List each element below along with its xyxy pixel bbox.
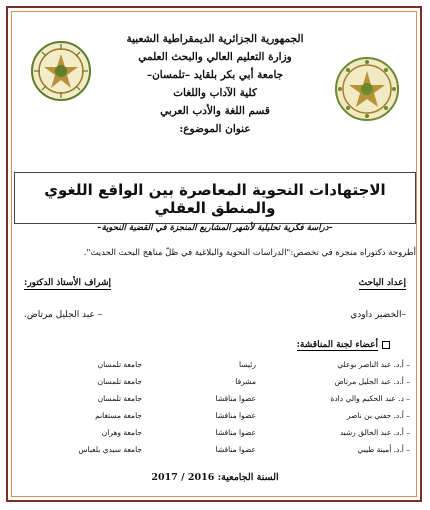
jury-row: [18, 390, 412, 407]
thesis-title: الاجتهادات النحوية المعاصرة بين الواقع اللغوي والمنطق العقلي: [44, 181, 386, 217]
ministry-name: وزارة التعليم العالي والبحث العلمي: [138, 51, 292, 63]
institution-header: [0, 30, 430, 138]
faculty-name: كلية الآداب واللغات: [173, 87, 257, 99]
researcher-name: –الخضير داودي: [350, 310, 406, 320]
thesis-specialty-line: أطروحة دكتوراه منجزة في تخصص:"الدراسات النحوية والبلاغية في ظلّ مناهج البحث الحديث".: [83, 248, 416, 258]
jury-row: [18, 356, 412, 373]
supervisor-name: – عبد الجليل مرتاض.: [24, 310, 103, 320]
prepared-by-label: إعداد الباحث: [358, 278, 406, 288]
bullet-square-icon: [382, 341, 390, 349]
jury-member-name: – أ.د. عبد الخالق رشيد: [339, 428, 410, 437]
republic-name: الجمهورية الجزائرية الديمقراطية الشعبية: [126, 33, 304, 45]
jury-member-university: جامعة وهران: [101, 428, 142, 437]
jury-member-name: – أ.د. أمينة طيبي: [357, 445, 410, 454]
jury-member-role: مشرفا: [235, 377, 256, 386]
jury-member-role: عضوا مناقشا: [215, 428, 256, 437]
jury-member-role: عضوا مناقشا: [215, 394, 256, 403]
jury-table: [18, 356, 412, 458]
academic-year: السنة الجامعية: 2016 / 2017: [151, 472, 279, 483]
department-name: قسم اللغة والأدب العربي: [160, 105, 270, 117]
jury-member-university: جامعة تلمسان: [97, 377, 142, 386]
jury-row: [18, 441, 412, 458]
jury-member-name: – أ.د. حفني بن ناصر: [346, 411, 410, 420]
thesis-title-box: [14, 172, 416, 233]
jury-heading: أعضاء لجنة المناقشة:: [297, 340, 390, 350]
jury-member-university: جامعة تلمسان: [97, 394, 142, 403]
subject-label: عنوان الموضوع:: [179, 123, 251, 135]
thesis-subtitle: –دراسة فكرية تحليلية لأشهر المشاريع المنجزة في القضية النحوية–: [97, 223, 333, 233]
jury-row: [18, 424, 412, 441]
jury-member-university: جامعة سيدي بلعباس: [78, 445, 142, 454]
jury-member-name: – أ.د. عبد الناصر بوعلي: [337, 360, 410, 369]
jury-member-name: – أ.د. عبد الجليل مرتاض: [334, 377, 410, 386]
jury-member-university: جامعة تلمسان: [97, 360, 142, 369]
jury-row: [18, 407, 412, 424]
jury-member-name: – د. عبد الحكيم والي دادة: [330, 394, 410, 403]
jury-member-role: عضوا مناقشا: [215, 445, 256, 454]
jury-member-role: عضوا مناقشا: [215, 411, 256, 420]
jury-row: [18, 373, 412, 390]
university-name: جامعة أبي بكر بلقايد –تلمسان–: [146, 69, 284, 81]
jury-member-role: رئيسا: [239, 360, 256, 369]
jury-member-university: جامعة مستغانم: [95, 411, 142, 420]
supervisor-label: إشراف الأستاذ الدكتور:: [24, 278, 112, 288]
